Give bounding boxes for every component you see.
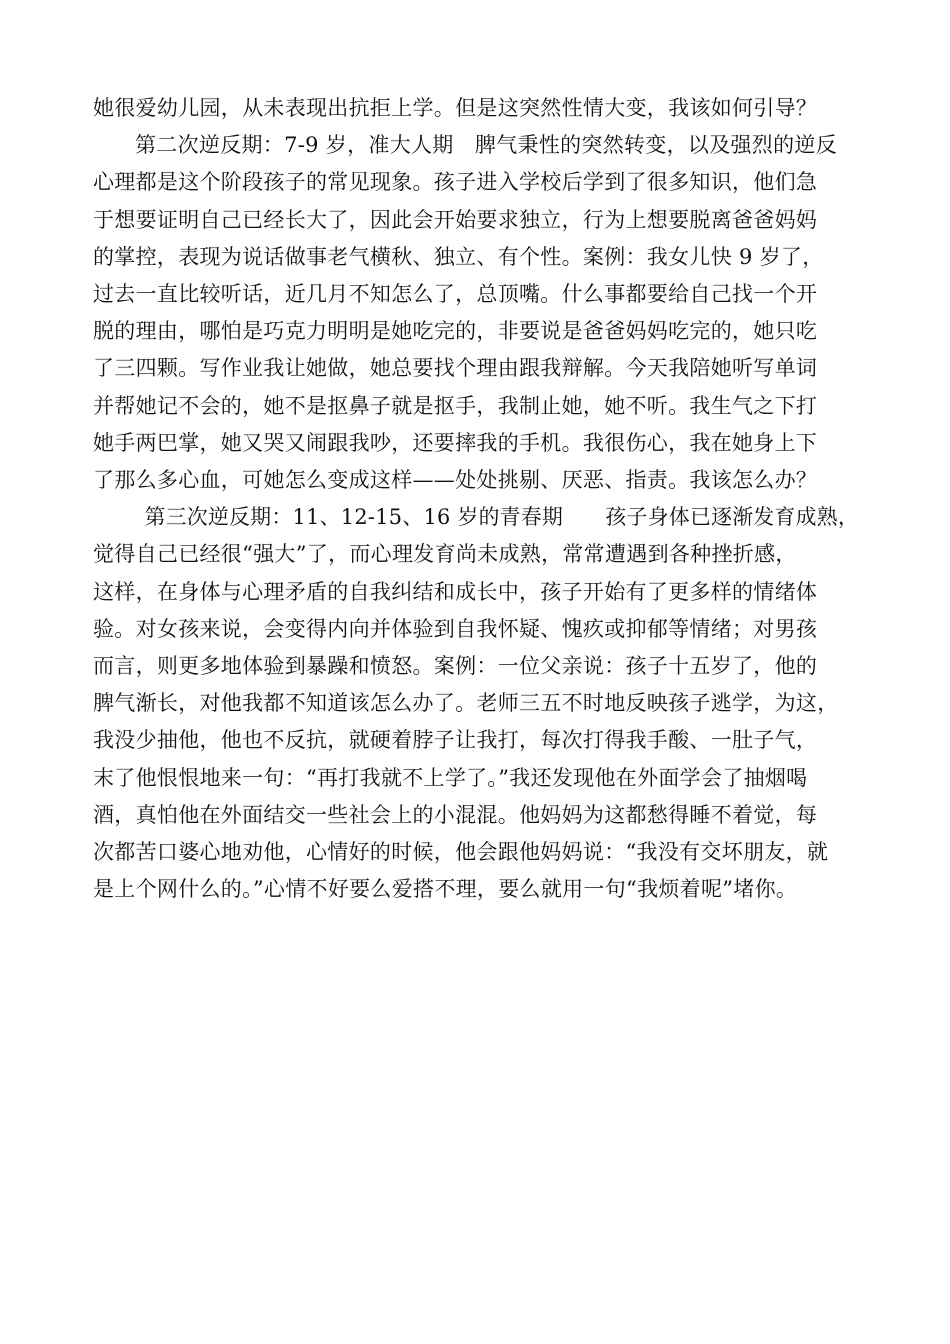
text-line: 过去一直比较听话，近几月不知怎么了，总顶嘴。什么事都要给自己找一个开: [93, 282, 818, 307]
text-line: 第二次逆反期：7-9 岁，准大人期 脾气秉性的突然转变，以及强烈的逆反: [135, 133, 837, 158]
text-line: 于想要证明自己已经长大了，因此会开始要求独立，行为上想要脱离爸爸妈妈: [93, 207, 818, 232]
text-line: 了那么多心血，可她怎么变成这样——处处挑剔、厌恶、指责。我该怎么办？: [93, 468, 818, 493]
text-line: 末了他恨恨地来一句：“再打我就不上学了。”我还发现他在外面学会了抽烟喝: [93, 765, 808, 790]
text-line: 而言，则更多地体验到暴躁和愤怒。案例：一位父亲说：孩子十五岁了，他的: [93, 654, 818, 679]
text-line: 脾气渐长，对他我都不知道该怎么办了。老师三五不时地反映孩子逃学，为这，: [93, 691, 839, 716]
text-line: 脱的理由，哪怕是巧克力明明是她吃完的，非要说是爸爸妈妈吃完的，她只吃: [93, 319, 818, 344]
text-line: 我没少抽他，他也不反抗，就硬着脖子让我打，每次打得我手酸、一肚子气，: [93, 728, 818, 753]
paragraph-second-rebellious-period: [93, 127, 859, 499]
text-line: 了三四颗。写作业我让她做，她总要找个理由跟我辩解。今天我陪她听写单词: [93, 356, 818, 381]
text-line: 觉得自己已经很“强大”了，而心理发育尚未成熟，常常遭遇到各种挫折感，: [93, 542, 797, 567]
text-line: 次都苦口婆心地劝他，心情好的时候，他会跟他妈妈说：“我没有交坏朋友，就: [93, 840, 829, 865]
text-line: 是上个网什么的。”心情不好要么爱搭不理，要么就用一句“我烦着呢”堵你。: [93, 877, 798, 902]
text-line: 心理都是这个阶段孩子的常见现象。孩子进入学校后学到了很多知识，他们急: [93, 170, 818, 195]
text-line: 验。对女孩来说，会变得内向并体验到自我怀疑、愧疚或抑郁等情绪；对男孩: [93, 616, 818, 641]
text-line: 这样，在身体与心理矛盾的自我纠结和成长中，孩子开始有了更多样的情绪体: [93, 579, 818, 604]
text-line: 第三次逆反期：11、12-15、16 岁的青春期 孩子身体已逐渐发育成熟，: [144, 505, 860, 530]
text-line: 她很爱幼儿园，从未表现出抗拒上学。但是这突然性情大变，我该如何引导？: [93, 96, 818, 120]
text-line: 并帮她记不会的，她不是抠鼻子就是抠手，我制止她，她不听。我生气之下打: [93, 393, 818, 418]
document-page: [93, 90, 859, 908]
paragraph-continuation: [93, 90, 859, 127]
paragraph-third-rebellious-period: [93, 499, 859, 908]
text-line: 的掌控，表现为说话做事老气横秋、独立、有个性。案例：我女儿快 9 岁了，: [93, 244, 824, 269]
text-line: 酒，真怕他在外面结交一些社会上的小混混。他妈妈为这都愁得睡不着觉，每: [93, 802, 818, 827]
text-line: 她手两巴掌，她又哭又闹跟我吵，还要摔我的手机。我很伤心，我在她身上下: [93, 430, 818, 455]
